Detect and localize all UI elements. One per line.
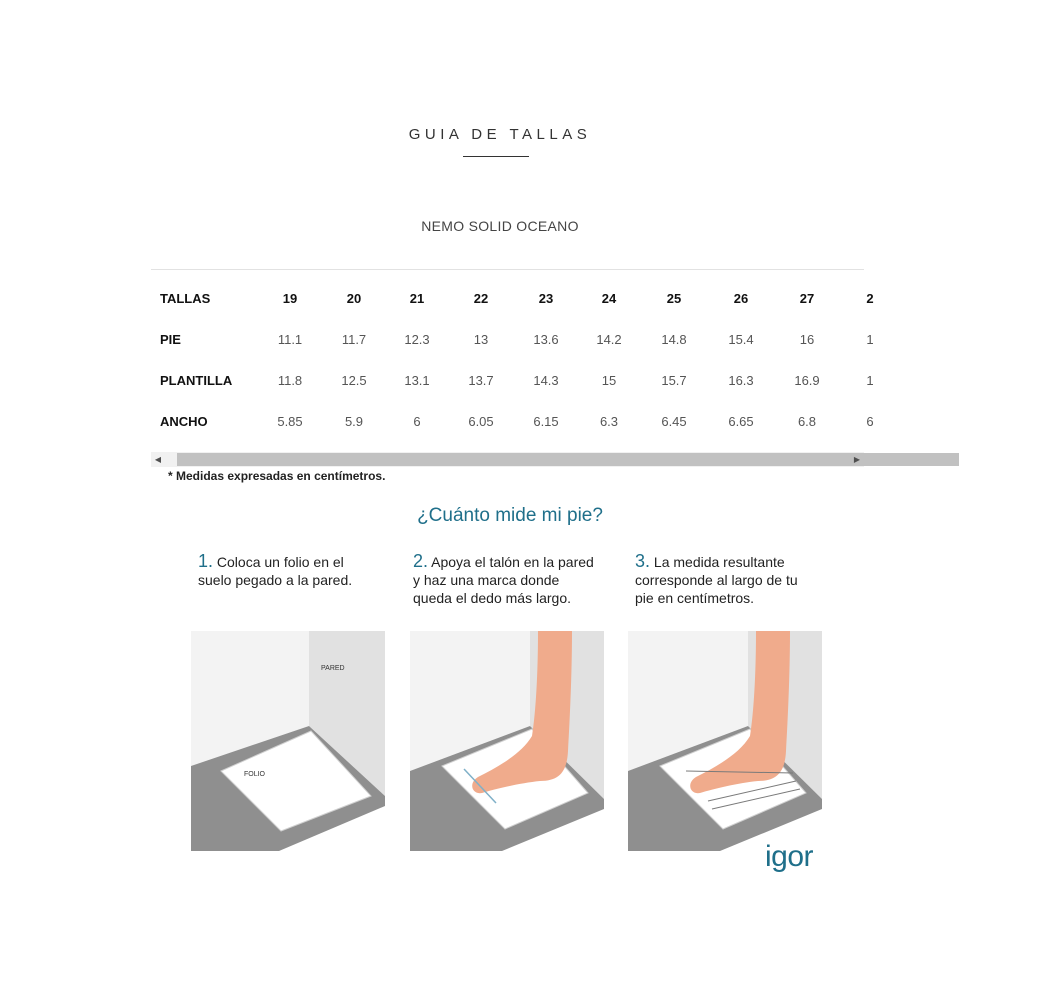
scroll-thumb[interactable] <box>177 453 959 466</box>
step-1 <box>198 552 352 589</box>
size-table <box>151 269 874 468</box>
page-title: GUIA DE TALLAS <box>408 126 592 143</box>
table-cell: 6.8 <box>797 414 817 429</box>
scroll-right-icon[interactable]: ▶ <box>853 455 861 464</box>
table-cell: 13.6 <box>533 332 559 347</box>
table-cell: 6.05 <box>468 414 494 429</box>
step-number: 1. <box>198 551 214 571</box>
illustration-step-3 <box>628 631 822 851</box>
table-cell: 5.9 <box>344 414 364 429</box>
illustration-step-2 <box>410 631 604 851</box>
step-text: La medida resultante <box>653 554 785 570</box>
table-row <box>151 291 1051 311</box>
step-3 <box>635 552 798 607</box>
table-cell: 22 <box>473 291 489 306</box>
table-cell: 23 <box>538 291 554 306</box>
product-name: NEMO SOLID OCEANO <box>421 218 579 234</box>
horizontal-scrollbar[interactable] <box>151 452 864 467</box>
sheet-label: FOLIO <box>244 771 266 778</box>
table-cell: 25 <box>666 291 682 306</box>
step-text: Coloca un folio en el <box>216 554 344 570</box>
table-cell: 16 <box>799 332 815 347</box>
table-cell: 6.65 <box>728 414 754 429</box>
row-header: TALLAS <box>160 291 211 306</box>
table-cell: 5.85 <box>277 414 303 429</box>
table-cell: 15.4 <box>728 332 754 347</box>
table-cell: 26 <box>733 291 749 306</box>
measurement-note: * Medidas expresadas en centímetros. <box>168 469 386 483</box>
table-cell: 15.7 <box>661 373 687 388</box>
table-row <box>151 332 1051 352</box>
row-header: ANCHO <box>160 414 208 429</box>
step-text: queda el dedo más largo. <box>413 590 571 606</box>
table-cell: 15 <box>601 373 617 388</box>
step-text: suelo pegado a la pared. <box>198 572 353 588</box>
table-row <box>151 414 1051 434</box>
step-2 <box>413 552 594 607</box>
table-cell: 16.9 <box>794 373 820 388</box>
table-cell: 6.3 <box>599 414 619 429</box>
table-cell: 13.7 <box>468 373 494 388</box>
brand-logo: igor <box>765 840 814 873</box>
step-number: 2. <box>413 551 429 571</box>
table-cell: 11.8 <box>277 373 303 388</box>
table-cell: 14.3 <box>533 373 559 388</box>
table-cell: 19 <box>282 291 298 306</box>
table-cell: 6.45 <box>661 414 687 429</box>
step-text: pie en centímetros. <box>635 590 755 606</box>
illustration-step-1 <box>191 631 385 851</box>
wall-label: PARED <box>321 665 345 672</box>
table-cell: 13.1 <box>404 373 430 388</box>
table-cell: 21 <box>409 291 425 306</box>
title-underline <box>463 156 529 157</box>
table-cell: 14.2 <box>596 332 622 347</box>
table-cell: 12.3 <box>404 332 430 347</box>
table-cell: 12.5 <box>341 373 367 388</box>
table-cell: 1 <box>866 373 874 388</box>
guide-heading: ¿Cuánto mide mi pie? <box>417 505 603 526</box>
table-cell: 24 <box>601 291 617 306</box>
table-cell: 11.7 <box>341 332 367 347</box>
step-text: y haz una marca donde <box>413 572 560 588</box>
table-cell: 13 <box>473 332 489 347</box>
table-cell: 11.1 <box>277 332 303 347</box>
row-header: PIE <box>160 332 181 347</box>
table-cell: 1 <box>866 332 874 347</box>
table-cell: 2 <box>866 291 874 306</box>
table-cell: 6.15 <box>533 414 559 429</box>
step-number: 3. <box>635 551 651 571</box>
step-text: corresponde al largo de tu <box>635 572 798 588</box>
step-text: Apoya el talón en la pared <box>431 554 594 570</box>
scroll-left-icon[interactable]: ◀ <box>154 455 162 464</box>
table-cell: 14.8 <box>661 332 687 347</box>
table-cell: 6 <box>413 414 421 429</box>
row-header: PLANTILLA <box>160 373 233 388</box>
table-cell: 6 <box>866 414 874 429</box>
table-cell: 16.3 <box>728 373 754 388</box>
table-cell: 27 <box>799 291 815 306</box>
table-row <box>151 373 1051 393</box>
table-cell: 20 <box>346 291 362 306</box>
